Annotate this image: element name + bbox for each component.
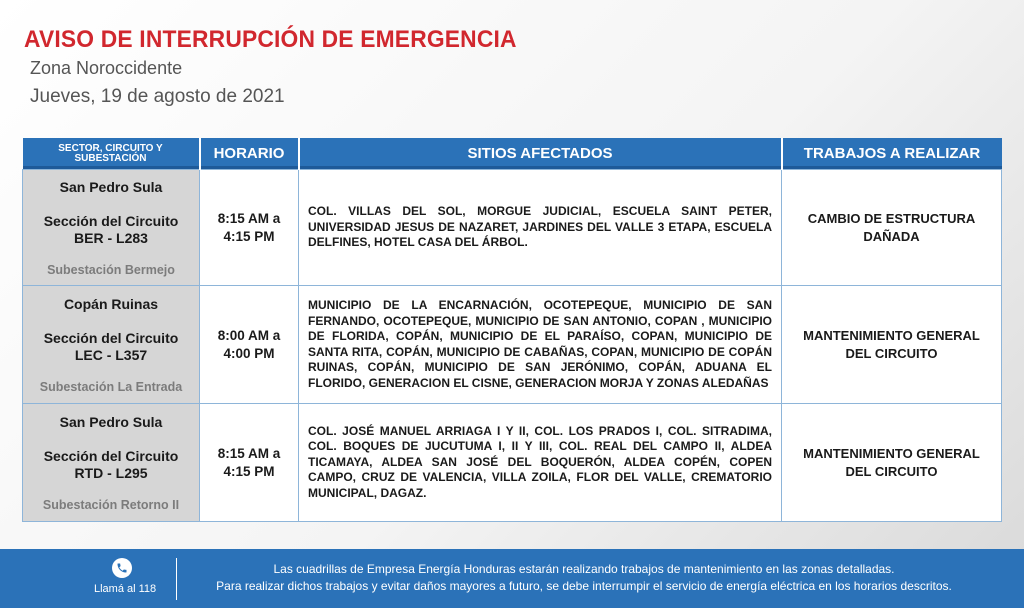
substation-name: Subestación Retorno II [42,497,180,512]
circuit-label-text: Sección del Circuito [43,212,179,229]
table-row [23,286,1002,404]
page-title: AVISO DE INTERRUPCIÓN DE EMERGENCIA [24,26,517,53]
sector-cell [23,170,200,286]
footer-banner [0,549,1024,608]
column-header-horario: HORARIO [200,138,299,170]
call-label[interactable]: Llamá al 118 [94,583,157,595]
time-end: 4:15 PM [223,463,275,479]
column-header-sector: SECTOR, CIRCUITO Y SUBESTACIÓN [23,138,200,170]
circuit-code: LEC - L357 [74,346,148,363]
time-start: 8:15 AM a [217,445,281,461]
circuit-label [23,213,199,247]
affected-sites-cell: COL. VILLAS DEL SOL, MORGUE JUDICIAL, ESCUELA SAINT PETER, UNIVERSIDAD JESUS DE NAZARET, JARDINES DEL VALLE 3 ETAPA, ESCUELA DELFINES, HOTEL CASA DEL ÁRBOL. [299,170,782,286]
footer-divider [176,558,177,600]
circuit-label [23,330,199,364]
sector-city: Copán Ruinas [63,295,159,312]
sector-cell [23,404,200,522]
schedule-cell [200,286,299,404]
substation-name: Subestación Bermejo [47,262,175,277]
circuit-code: BER - L283 [74,229,148,246]
table-header-row [23,138,1002,170]
circuit-label-text: Sección del Circuito [43,447,179,464]
circuit-label-text: Sección del Circuito [43,329,179,346]
outage-table-container [22,138,1001,522]
outage-table [22,138,1002,522]
time-start: 8:00 AM a [217,327,281,343]
table-row [23,170,1002,286]
footer-message-line2: Para realizar dichos trabajos y evitar daños mayores a futuro, se debe interrumpir el servicio de energía eléctrica en los horarios descritos. [216,579,952,593]
sector-city: San Pedro Sula [59,178,163,195]
sector-city: San Pedro Sula [59,413,163,430]
work-cell: MANTENIMIENTO GENERAL DEL CIRCUITO [782,404,1002,522]
footer-message-line1: Las cuadrillas de Empresa Energía Honduras estarán realizando trabajos de mantenimiento en las zonas detalladas. [273,562,895,576]
table-row [23,404,1002,522]
time-end: 4:15 PM [223,228,275,244]
work-cell: MANTENIMIENTO GENERAL DEL CIRCUITO [782,286,1002,404]
time-start: 8:15 AM a [217,210,281,226]
column-header-sitios: SITIOS AFECTADOS [299,138,782,170]
sector-cell [23,286,200,404]
circuit-code: RTD - L295 [74,464,148,481]
date-subtitle: Jueves, 19 de agosto de 2021 [30,86,285,107]
affected-sites-cell: MUNICIPIO DE LA ENCARNACIÓN, OCOTEPEQUE, MUNICIPIO DE SAN FERNANDO, OCOTEPEQUE, MUNICIPIO DE SAN ANTONIO, COPAN , MUNICIPIO DE FLORIDA, COPÁN, MUNICIPIO DE EL PARAÍSO, COPAN, MUNICIPIO DE SANTA RITA, COPÁN, MUNICIPIO DE CABAÑAS, COPAN, MUNICIPIO DE COPÁN RUINAS, COPÁN, MUNICIPIO DE SAN JERÓNIMO, COPÁN, ADUANA EL FLORIDO, GENERACION EL CISNE, GENERACION MORJA Y ZONAS ALEDAÑAS [299,286,782,404]
time-end: 4:00 PM [223,345,275,361]
affected-sites-cell: COL. JOSÉ MANUEL ARRIAGA I Y II, COL. LOS PRADOS I, COL. SITRADIMA, COL. BOQUES DE JUCUTUMA I, II Y III, COL. REAL DEL CAMPO II, ALDEA TICAMAYA, ALDEA SAN JOSÉ DEL BOQUERÓN, ALDEA COPÉN, COPEN CAMPO, CRUZ DE VALENCIA, VILLA ZOILA, FLOR DEL VALLE, CREMATORIO MUNICIPAL, DAGAZ. [299,404,782,522]
footer-message [184,561,984,595]
schedule-cell [200,170,299,286]
zone-subtitle: Zona Noroccidente [30,58,183,78]
phone-icon[interactable] [112,558,132,578]
substation-name: Subestación La Entrada [39,379,183,394]
circuit-label [23,448,199,482]
work-cell: CAMBIO DE ESTRUCTURA DAÑADA [782,170,1002,286]
schedule-cell [200,404,299,522]
column-header-trabajos: TRABAJOS A REALIZAR [782,138,1002,170]
